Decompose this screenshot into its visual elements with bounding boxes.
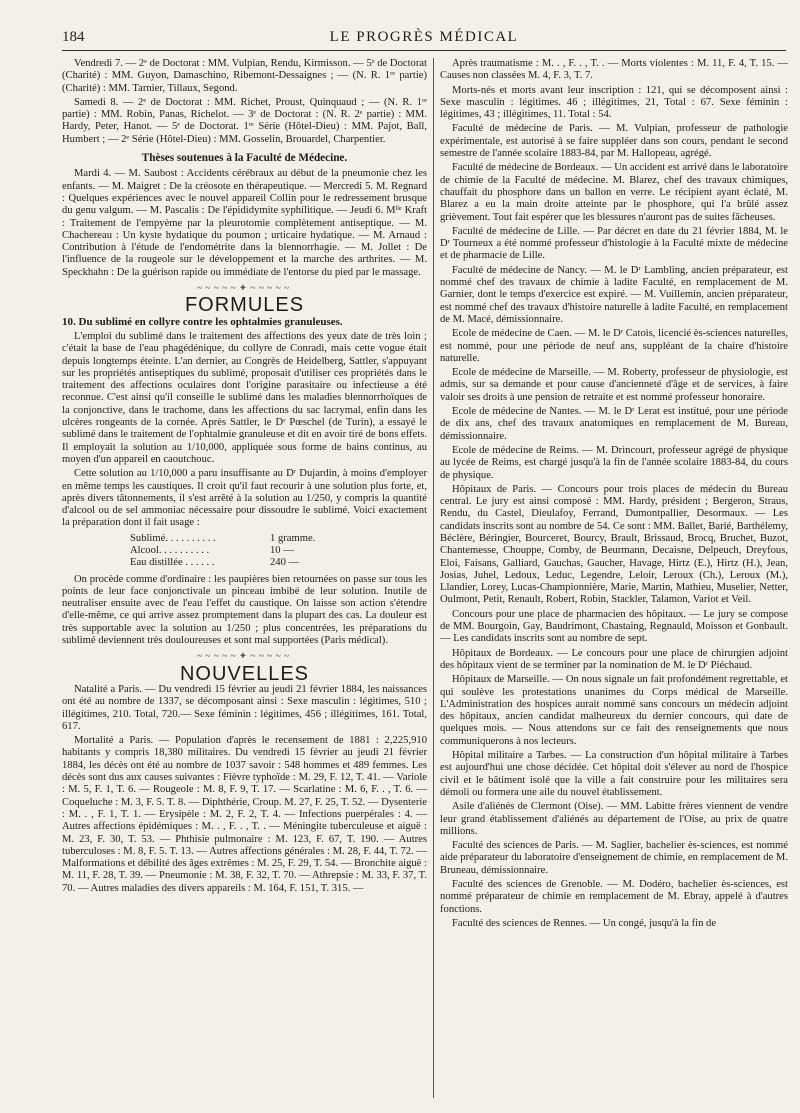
news-item: Faculté de médecine de Paris. — M. Vulpian, professeur de pathologie expérimentale, est autorisé à se faire suppléer dans son cours, pendant le second semestre de l'année scolaire 1883-84, par M. Hallopeau, agrégé. [440, 123, 788, 160]
page-number: 184 [62, 29, 85, 45]
news-item: Faculté des sciences de Rennes. — Un congé, jusqu'à la fin de [452, 917, 717, 929]
exam-schedule-friday: Vendredi 7. — 2ᵉ de Doctorat : MM. Vulpian, Rendu, Kirmisson. — 5ᵉ de Doctorat (Charité) : MM. Guyon, Damaschino, Ribemont-Dessaignes ; — (N. R. 1ʳᵉ partie) (Charité) : MM. Tarnier, Tillaux, Segond. [62, 58, 427, 94]
news-item: Ecole de médecine de Marseille. — M. Roberty, professeur de physiologie, est admis, sur sa demande et pour cause d'ancienneté d'âge et de services, à faire valoir ses droits à une pension de retraite et est nommé professeur honoraire. [440, 367, 788, 403]
left-column [62, 58, 427, 1098]
recipe-row [130, 545, 360, 557]
recipe-quantity: 240 — [270, 557, 300, 569]
news-item: Faculté des sciences de Paris. — M. Saglier, bachelier ès-sciences, est nommé aide préparateur du laboratoire d'enseignement de chimie, en remplacement de M. Bruneau, démissionnaire. [440, 840, 788, 876]
formula-paragraph: Cette solution au 1/10,000 a paru insuffisante au Dʳ Dujardin, à moins d'employer en même temps les caustiques. Il croit qu'il faut recourir à une solution plus forte, et, après divers tâtonnements, il s'est arrêté à la solution au 1/250, y compris la quantité d'alcool ou de sel ammoniac nécessaire pour dissoudre le sublimé. Voici exactement la préparation dont il fait usage : [62, 468, 427, 529]
mortalite-suite: Après traumatisme : M. . , F. . , T. . — Morts violentes : M. 11, F. 4, T. 15. — Causes non classées M. 4, F. 3, T. 7. [440, 58, 788, 82]
news-item: Faculté de médecine de Nancy. — M. le Dʳ Lambling, ancien préparateur, est nommé chef des travaux de chimie à ladite Faculté, en remplacement de M. Garnier, dont le temps d'exercice est expiré. — M. Vuillemin, ancien préparateur, est nommé chef des travaux d'histoire naturelle à ladite Faculté, en remplacement de M. Macé, démissionnaire. [440, 264, 788, 325]
ornament-divider: ~~~~~✦~~~~~ [196, 283, 293, 295]
natalite-paris: Natalité a Paris. — Du vendredi 15 février au jeudi 21 février 1884, les naissances ont été au nombre de 1337, se décomposant ainsi : Sexe masculin : légitimes, 510 ; illégitimes, 210. Total, 720.— Sexe féminin : légitimes, 456 ; illégitimes, 161. Total, 617. [62, 683, 427, 732]
exam-schedule-saturday: Samedi 8. — 2ᵉ de Doctorat : MM. Richet, Proust, Quinquaud ; — (N. R. 1ʳᵉ partie) : MM. Robin, Panas, Richelot. — 3ᵉ de Doctorat : (N. R. 2ᵉ partie) : MM. Hardy, Peter, Hanot. — 5ᵉ de Doctorat. 1ʳᵉ Série (Hôtel-Dieu) : MM. Pajot, Ball, Humbert ; — 2ᵉ Série (Hôtel-Dieu) : MM. Gosselin, Brouardel, Charpentier. [62, 96, 427, 145]
news-item: Hôpitaux de Paris. — Concours pour trois places de médecin du Bureau central. Le jury est ainsi composé : MM. Hardy, président ; Bergeron, Straus, Rendu, du Castel, Dieulafoy, Ferrand, Dumontpallier, Desormaux. — Les candidats inscrits sont au nombre de 54. Ce sont : MM. Ballet, Barié, Barthélemy, Béclère, Béringier, Bourceret, Bourcy, Brault, Brissaud, Brocq, Bruchet, Buzot, Chantemesse, Chouppe, Comby, de Beurmann, Decaisne, Delpeuch, Dreyfous, Eloi, Faisans, Galliard, Gauchas, Gaucher, Havage, Hirtz (E.), Hirtz (H.), Jean, Josias, Juhel, Ledoux, Leduc, Legendre, Leloir, Leroux (Ch.), Leroux (M.), Llandier, Lorey, Lucas-Championnière, Marie, Martin, Mathieu, Muselier, Netter, Oulmont, Petit, Renault, Robert, Robin, Stackler, Talamon, Variot et Veil. [440, 483, 788, 606]
theses-heading: Thèses soutenues à la Faculté de Médecine. [141, 152, 348, 165]
journal-title: LE PROGRÈS MÉDICAL [329, 29, 519, 45]
formula-title: 10. Du sublimé en collyre contre les ophtalmies granuleuses. [62, 315, 343, 328]
news-item: Asile d'aliénés de Clermont (Oise). — MM. Labitte frères viennent de vendre leur grand établissement d'aliénés au département de l'Oise, au prix de quatre millions. [440, 801, 788, 837]
formules-heading: FORMULES [184, 294, 305, 317]
recipe-quantity: 1 gramme. [270, 532, 316, 544]
news-item: Ecole de médecine de Caen. — M. le Dʳ Catois, licencié ès-sciences naturelles, est nommé, pour une période de neuf ans, suppléant de la chaire d'histoire naturelle. [440, 328, 788, 364]
formula-usage: On procède comme d'ordinaire : les paupières bien retournées on passe sur tous les points de leur face conjonctivale un pinceau imbibé de leur solution. Inutile de neutraliser ensuite avec de l'eau l'effet du caustique. On laisse son action s'étendre d'elle-même, ce qui arrive assez promptement dans la plupart des cas. La douleur est très supportable avec la solution au 1/250 ; plus concentrées, les préparations du sublimé deviennent très douloureuses et sont mal supportées (Paris médical). [62, 573, 427, 647]
theses-list: Mardi 4. — M. Saubost : Accidents cérébraux au début de la pneumonie chez les enfants. — M. Maigret : De la créosote en thérapeutique. — Mercredi 5. M. Regnard : Quelques expériences avec le nouvel appareil Collin pour le redressement brusque du genu valgum. — M. Pascalis : De l'épididymite syphilitique. — Jeudi 6. Mˡˡᵉ Kraft : Traitement de l'empyème par la pleurotomie complètement antiseptique. — M. Chachereau : Un kyste hydatique du poumon ; urticaire hydatique. — M. Arnaud : Contribution à l'étude de l'endométrite dans la blennorrhagie. — M. Jollet : De l'influence de la rougeole sur le développement et la marche des arthrites. — M. Speckhahn : De la guérison rapide ou immédiate de l'entorse du pied par le massage. [62, 168, 427, 278]
news-item: Concours pour une place de pharmacien des hôpitaux. — Le jury se compose de MM. Bourgoin, Gay, Baudrimont, Chastaing, Regnauld, Moisson et Gonbault. — Les candidats inscrits sont au nombre de sept. [440, 608, 788, 645]
news-item: Hôpitaux de Marseille. — On nous signale un fait profondément regrettable, et qui soulève les protestations unanimes du Corps médical de Marseille. L'Administration des hospices aurait nommé sans concours un médecin adjoint des hôpitaux, ancien candidat malheureux du dernier concours, qui date de quelques mois. — Nous attendons sur ce fait des renseignements que nous communiquerons à nos lecteurs. [440, 674, 788, 747]
recipe-row [130, 557, 360, 569]
recipe-row [130, 533, 360, 545]
news-item: Faculté de médecine de Bordeaux. — Un accident est arrivé dans le laboratoire de chimie de la Faculté de médecine. M. Blarez, chef des travaux chimiques, chauffait du phosphore dans un ballon en verre. Le récipient ayant éclaté, M. Blarez a eu la main droite atteinte par le phosphore, qui l'a brûlé assez grièvement. Tout fait espérer que les blessures n'auront pas de suites fâcheuses. [440, 162, 788, 223]
page-header [62, 26, 786, 51]
news-item: Hôpital militaire a Tarbes. — La construction d'un hôpital militaire à Tarbes est aujourd'hui une chose décidée. Cet hôpital doit s'élever au nord de l'hospice civil et le bâtiment isolé que la ville a fait construire pour les militaires sera démoli ou formera une aile du nouvel établissement. [440, 750, 788, 798]
recipe-ingredient: Alcool. . . . . . . . . . [130, 544, 210, 556]
right-column [440, 58, 788, 1098]
nouvelles-heading: NOUVELLES [179, 662, 310, 685]
ornament-divider: ~~~~~✦~~~~~ [196, 651, 293, 663]
recipe-quantity: 10 — [270, 544, 294, 556]
news-item: Faculté de médecine de Lille. — Par décret en date du 21 février 1884, M. le Dʳ Tourneux a été nommé professeur d'histologie à la Faculté mixte de médecine et de pharmacie de Lille. [440, 225, 788, 262]
news-item: Ecole de médecine de Reims. — M. Drincourt, professeur agrégé de physique au lycée de Reims, est chargé jusqu'à la fin de l'année scolaire 1883-84, du cours de physique. [440, 444, 788, 481]
news-item: Faculté des sciences de Grenoble. — M. Dodéro, bachelier ès-sciences, est nommé préparateur de chimie en remplacement de M. Ebray, appelé à d'autres fonctions. [440, 879, 788, 915]
mort-nes: Morts-nés et morts avant leur inscription : 121, qui se décomposent ainsi : Sexe masculin : légitimes. 46 ; illégitimes, 21, Total : 67. Sexe féminin : légitimes, 43 ; illégitimes, 11. Total : 54. [440, 84, 788, 121]
mortalite-paris: Mortalité a Paris. — Population d'après le recensement de 1881 : 2,225,910 habitants y compris 18,380 militaires. Du vendredi 15 février au jeudi 21 février 1884, les décès ont été au nombre de 1037 savoir : 548 hommes et 489 femmes. Les décès sont dus aux causes suivantes : Fièvre typhoïde : M. 29, F. 12, T. 41. — Variole : M. 5, F. 1, T. 6. — Rougeole : M. 8, F. 9, T. 17. — Scarlatine : M. 6, F. . , T. 6. — Coqueluche : M. 3, F. 5. T. 8. — Diphthérie, Croup. M. 27, F. 25, T. 52. — Dysenterie : M. . , F. 1, T. 1. — Erysipèle : M. 2, F. 2, T. 4. — Infections puerpérales : 4. — Autres affections épidémiques : M. . , F. . , T. . — Méningite tuberculeuse et aiguë : M. 23, F. 30, T. 53. — Phthisie pulmonaire : M. 123, F. 67, T. 190. — Autres tuberculoses : M. 8, F. 5. T. 13. — Autres affections générales : M. 28, F. 44, T. 72. — Malformations et débilité des âges extrêmes : M. 25, F. 29, T. 54. — Bronchite aiguë : M. 11, F. 28, T. 39. — Pneumonie : M. 38, F. 32, T. 70. — Athrepsie : M. 33, F. 37, T. 70. — Autres maladies des divers appareils : M. 164, F. 151, T. 315. — [62, 735, 427, 894]
recipe-ingredient: Eau distillée . . . . . . [130, 557, 215, 569]
recipe-ingredient: Sublimé. . . . . . . . . . [130, 532, 216, 544]
formula-paragraph: L'emploi du sublimé dans le traitement des affections des yeux date de très loin ; c'était la base de l'eau phagédénique, du collyre de Conradi, mais cette vogue était depuis longtemps éteinte. L'an dernier, au Congrès de Heidelberg, Sattler, s'appuyant sur les propriétés antiseptiques du sublimé, proposait d'utiliser ces propriétés dans le traitement des affections oculaires dont l'origine parasitaire ou infectieuse a été reconnue. C'est ainsi qu'il conseille le sublimé dans les maladies blennorrhoïques de la conjonctive, dans le trachome, dans les affections du sac lacrymal, enfin dans les ulcères rongeants de la cornée. Après Sattler, le Dʳ Pœschel (de Turin), a essayé le sublimé dans le traitement de l'ophtalmie granuleuse et dit en avoir tiré de bons effets. Il employait la solution au 1/10,000, appliquée sous forme de bains continus, au moyen d'un appareil en caoutchouc. [62, 330, 427, 465]
news-item: Ecole de médecine de Nantes. — M. le Dʳ Lerat est institué, pour une période de dix ans, chef des travaux anatomiques en remplacement de M. Bureau, démissionnaire. [440, 406, 788, 442]
recipe-table [130, 533, 427, 570]
column-divider [433, 58, 434, 1098]
news-item: Hôpitaux de Bordeaux. — Le concours pour une place de chirurgien adjoint des hôpitaux vient de se terminer par la nomination de M. le Dʳ Piéchaud. [440, 647, 788, 671]
